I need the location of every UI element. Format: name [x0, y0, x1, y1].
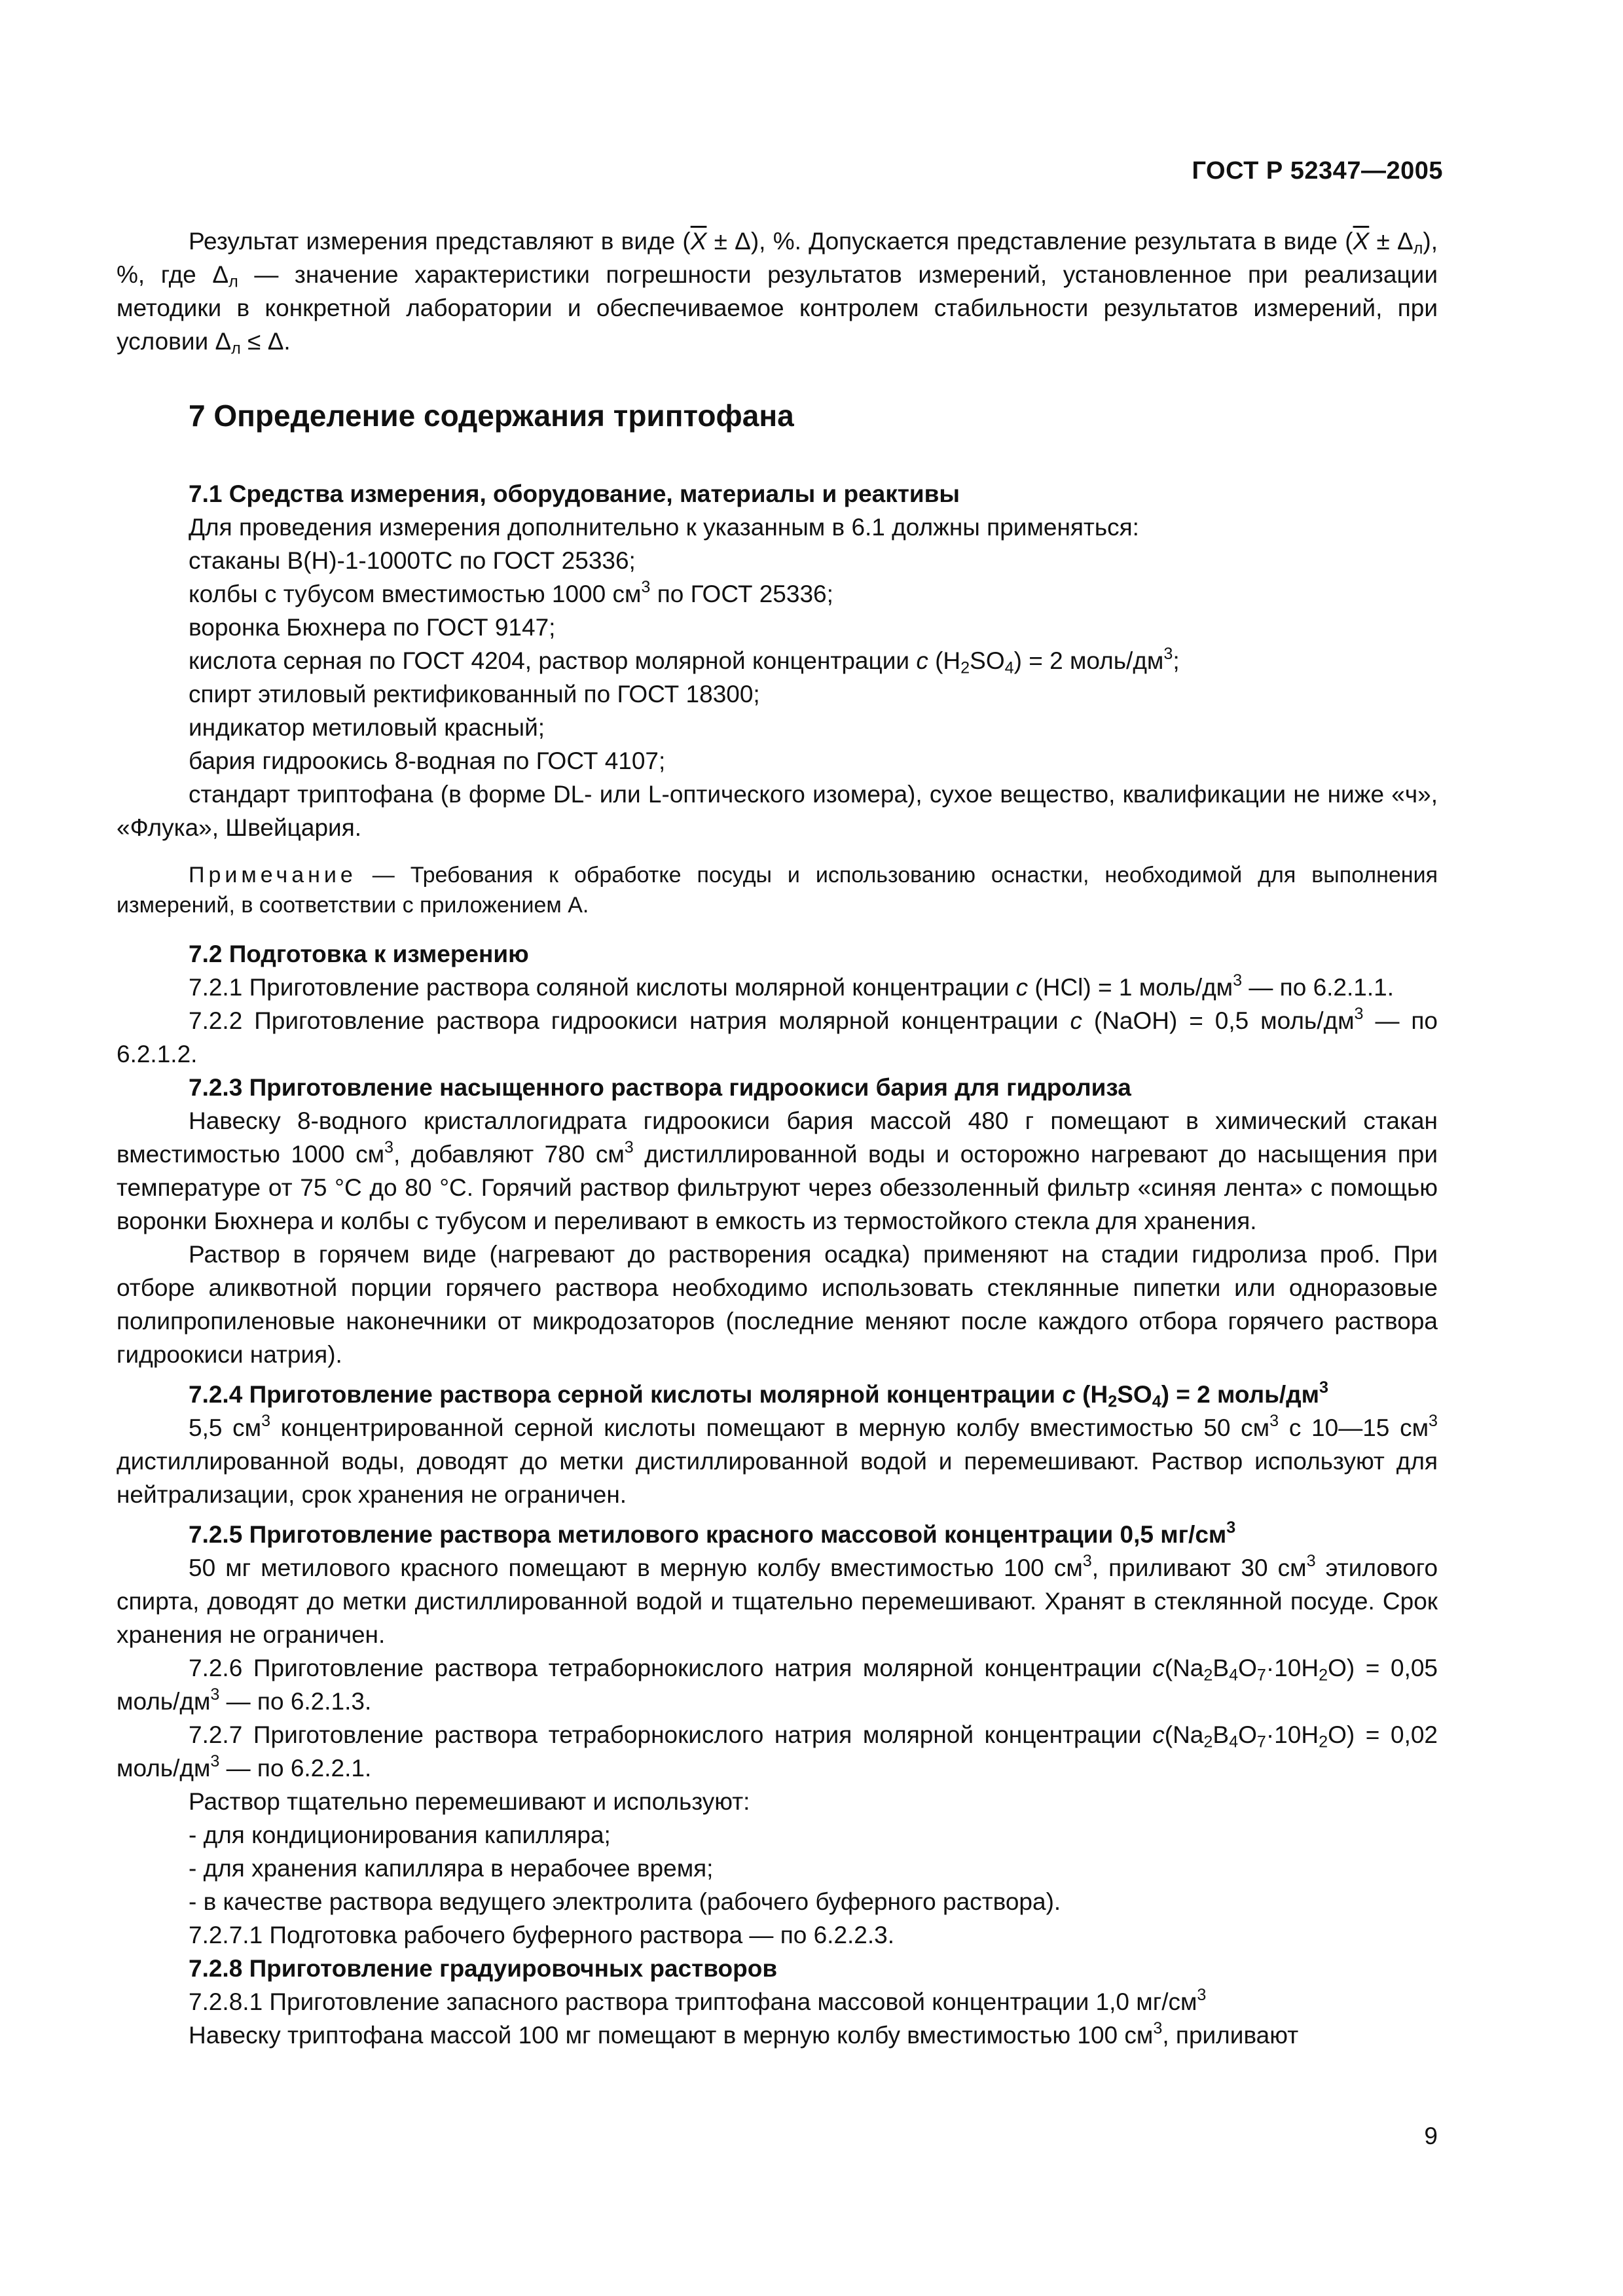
- text-line: 7.2.8.1 Приготовление запасного раствора триптофана массовой концентрации 1,0 $мг/см^3$: [189, 1985, 1207, 2015]
- subsection-7-2-4-title: 7.2.4 Приготовление раствора серной кислоты молярной концентрации c $(H_2SO_4) = 2$ моль/$дм^3$: [189, 1378, 1328, 1411]
- subsection-7-2-8-title: 7.2.8 Приготовление градуировочных растворов: [189, 1955, 778, 1982]
- intro-paragraph: Результат измерения представляют в виде $(\overline{X} \pm \Delta)$, %. Допускается представление результата в виде $(\overline{X} \pm \Delta_л)$, %, где $\Delta_л$ — значение характеристики погрешности результатов измерений, установленное при реализации методики в конкретной лаборатории и обеспечиваемое контролем стабильности результатов измерений, при условии $\Delta_л \le \Delta$.: [117, 228, 1438, 358]
- text-paragraph: 5,5 $см^3$ концентрированной серной кислоты помещают в мерную колбу вместимостью 50 $см^3$ с 10—15 $см^3$ дистиллированной воды, доводят до метки дистиллированной водой и перемешивают. Раствор используют для нейтрализации, срок хранения не ограничен.: [117, 1411, 1438, 1508]
- document-body: [117, 224, 1438, 2052]
- text-line: Для проведения измерения дополнительно к указанным в 6.1 должны применяться:: [189, 514, 1139, 541]
- list-item: - в качестве раствора ведущего электролита (рабочего буферного раствора).: [189, 1888, 1061, 1915]
- text-line: стаканы В(Н)-1-1000ТС по ГОСТ 25336;: [189, 547, 636, 574]
- subsection-7-2-3-title: 7.2.3 Приготовление насыщенного раствора гидроокиси бария для гидролиза: [189, 1074, 1131, 1101]
- text-paragraph: 7.2.6 Приготовление раствора тетраборнокислого натрия молярной концентрации $c(Na_2B_4O_7\cdot 10H_2O) = 0,05$ моль/$дм^3$ — по 6.2.1.3.: [117, 1655, 1438, 1715]
- text-paragraph: Раствор в горячем виде (нагревают до растворения осадка) применяют на стадии гидролиза проб. При отборе аликвотной порции горячего раствора необходимо использовать стеклянные пипетки или одноразовые полипропиленовые наконечники от микродозаторов (последние меняют после каждого отбора горячего раствора гидроокиси натрия).: [117, 1241, 1438, 1368]
- text-line: спирт этиловый ректификованный по ГОСТ 18300;: [189, 681, 760, 708]
- text-paragraph: Навеску 8-водного кристаллогидрата гидроокиси бария массой 480 г помещают в химический стакан вместимостью 1000 $см^3$, добавляют 780 $см^3$ дистиллированной воды и осторожно нагревают до насыщения при температуре от 75 °С до 80 °С. Горячий раствор фильтруют через обеззоленный фильтр «синяя лента» с помощью воронки Бюхнера и колбы с тубусом и переливают в емкость из термостойкого стекла для хранения.: [117, 1107, 1438, 1234]
- list-item: - для хранения капилляра в нерабочее время;: [189, 1855, 714, 1882]
- text-paragraph: стандарт триптофана (в форме DL- или L-оптического изомера), сухое вещество, квалификации не ниже «ч», «Флука», Швейцария.: [117, 781, 1438, 841]
- section-7-title: 7 Определение содержания триптофана: [189, 399, 794, 433]
- page-number: 9: [1424, 2123, 1438, 2149]
- text-paragraph: 50 мг метилового красного помещают в мерную колбу вместимостью 100 $см^3$, приливают 30 $см^3$ этилового спирта, доводят до метки дистиллированной водой и тщательно перемешивают. Хранят в стеклянной посуде. Срок хранения не ограничен.: [117, 1551, 1438, 1648]
- list-item: - для кондиционирования капилляра;: [189, 1821, 611, 1848]
- text-paragraph: 7.2.7 Приготовление раствора тетраборнокислого натрия молярной концентрации $c(Na_2B_4O_7\cdot 10H_2O) = 0,02$ моль/$дм^3$ — по 6.2.2.1.: [117, 1721, 1438, 1782]
- text-line: кислота серная по ГОСТ 4204, раствор молярной концентрации c $(H_2SO_4) = 2$ моль/$дм^3$;: [189, 644, 1180, 677]
- text-paragraph: 7.2.2 Приготовление раствора гидроокиси натрия молярной концентрации c (NaOH) = 0,5 моль/$дм^3$ — по 6.2.1.2.: [117, 1004, 1438, 1067]
- text-line: индикатор метиловый красный;: [189, 714, 545, 741]
- text-paragraph: 7.2.1 Приготовление раствора соляной кислоты молярной концентрации c (HCl) = 1 моль/$дм^3$ — по 6.2.1.1.: [189, 971, 1395, 1001]
- text-line: 7.2.7.1 Подготовка рабочего буферного раствора — по 6.2.2.3.: [189, 1922, 895, 1948]
- note-paragraph: Примечание — Требования к обработке посуды и использованию оснастки, необходимой для выполнения измерений, в соответствии с приложением А.: [117, 863, 1438, 918]
- text-line: бария гидроокись 8-водная по ГОСТ 4107;: [189, 747, 666, 774]
- text-line: Навеску триптофана массой 100 мг помещают в мерную колбу вместимостью 100 $см^3$, приливают: [189, 2018, 1299, 2049]
- text-line: колбы с тубусом вместимостью 1000 $см^3$ по ГОСТ 25336;: [189, 577, 833, 607]
- subsection-7-2-title: 7.2 Подготовка к измерению: [189, 941, 529, 967]
- text-line: Раствор тщательно перемешивают и используют:: [189, 1788, 750, 1815]
- subsection-7-1-title: 7.1 Средства измерения, оборудование, материалы и реактивы: [189, 480, 960, 507]
- document-header: ГОСТ Р 52347—2005: [1192, 157, 1443, 185]
- text-line: воронка Бюхнера по ГОСТ 9147;: [189, 614, 556, 641]
- subsection-7-2-5-title: 7.2.5 Приготовление раствора метилового красного массовой концентрации 0,5 $мг/см^3$: [189, 1518, 1236, 1548]
